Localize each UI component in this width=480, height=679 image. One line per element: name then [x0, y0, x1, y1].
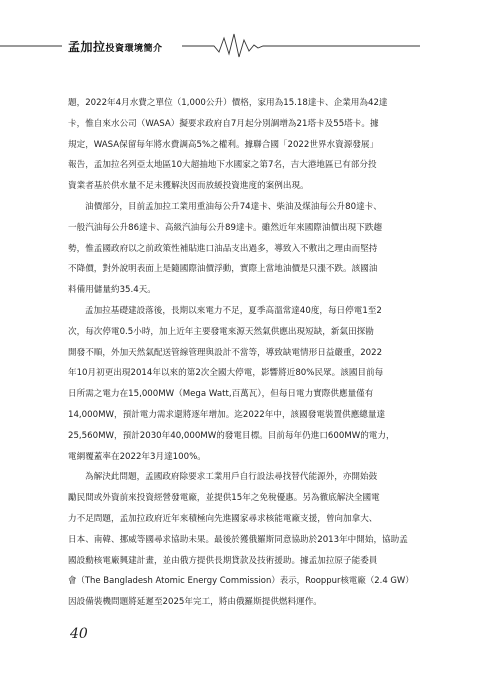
- text-line: 卡，惟自來水公司（WASA）擬要求政府自7月起分別調增為21塔卡及55塔卡。據: [68, 118, 379, 129]
- text-line: 日本、南韓、挪威等國尋求協助未果。最後於獲俄羅斯同意協助於2013年中開始，協助孟: [68, 534, 408, 545]
- text-line: 因設備裝機問題將延遲至2025年完工，將由俄羅斯提供燃料運作。: [68, 597, 322, 608]
- paragraph: [68, 301, 414, 467]
- text-line: 次，每次停電0.5小時，加上近年主要發電來源天然氣供應出現短缺，新氣田探勘: [68, 326, 374, 337]
- text-line: 年10月初更出現2014年以來的第2次全國大停電，影響將近80%民眾。該國目前每: [68, 368, 384, 379]
- text-line: 報告，孟加拉名列亞太地區10大超抽地下水國家之第7名，吉大港地區已有部分投: [68, 160, 377, 171]
- text-line: 25,560MW，預計2030年40,000MW的發電目標。目前每年仍進口600MW的電力，: [68, 430, 395, 441]
- text-line: 會（The Bangladesh Atomic Energy Commission）表示，Rooppur核電廠（2.4 GW）: [68, 576, 414, 587]
- text-line: 孟加拉基礎建設落後，長期以來電力不足，夏季高溫常達40度，每日停電1至2: [85, 305, 382, 316]
- paragraph: [68, 467, 414, 613]
- header-title-sub: 投資環境簡介: [105, 44, 163, 54]
- text-line: 勢，惟孟國政府以之前政策性補貼進口油品支出過多，導致入不敷出之理由而堅持: [68, 243, 378, 254]
- text-line: 不降價，對外說明表面上是隨國際油價浮動，實際上當地油價是只漲不跌。該國油: [68, 264, 378, 275]
- text-line: 力不足問題，孟加拉政府近年來積極向先進國家尋求核能電廠支援，曾向加拿大、: [68, 513, 378, 524]
- text-line: 勵民間或外資前來投資經營發電廠，並提供15年之免稅優惠。另為徹底解決全國電: [68, 493, 380, 504]
- text-line: 一般汽油每公升86達卡、高級汽油每公升89達卡。雖然近年來國際油價出現下跌趨: [68, 222, 383, 233]
- text-line: 規定，WASA保留每年將水費調高5%之權利。據聯合國「2022世界水資源發展」: [68, 139, 379, 150]
- text-line: 油價部分，目前孟加拉工業用重油每公升74達卡、柴油及煤油每公升80達卡、: [85, 201, 382, 212]
- text-line: 資業者基於供水量不足未獲解決因而放緩投資進度的案例出現。: [68, 181, 309, 192]
- text-line: 料備用儲量約35.4天。: [68, 285, 156, 296]
- page-number: 40: [70, 626, 88, 642]
- paragraph: [68, 93, 414, 197]
- text-line: 日所需之電力在15,000MW（Mega Watt,百萬瓦），但每日電力實際供應量僅有: [68, 389, 374, 400]
- text-line: 國設勳核電廠興建計畫，並由俄方提供長期貸款及技術援助。據孟加拉原子能委員: [68, 555, 378, 566]
- text-line: 題，2022年4月水費之單位（1,000公升）價格，家用為15.18達卡、企業用為42達: [68, 98, 388, 108]
- text-line: 電網覆蓋率在2022年3月達100%。: [68, 451, 206, 462]
- header-title: [68, 38, 163, 55]
- body-text: [68, 93, 414, 613]
- header-title-main: 孟加拉: [68, 40, 106, 54]
- text-line: 14,000MW，預計電力需求還將逐年增加。迄2022年中，該國發電裝置供應總量達: [68, 409, 386, 420]
- paragraph: [68, 197, 414, 301]
- text-line: 開發不順，外加天然氣配送管線管理與設計不當等，導致缺電情形日益嚴重，2022: [68, 347, 383, 358]
- page-header: [0, 30, 480, 62]
- text-line: 為解決此問題，孟國政府除要求工業用戶自行設法尋找替代能源外，亦開始鼓: [85, 472, 378, 483]
